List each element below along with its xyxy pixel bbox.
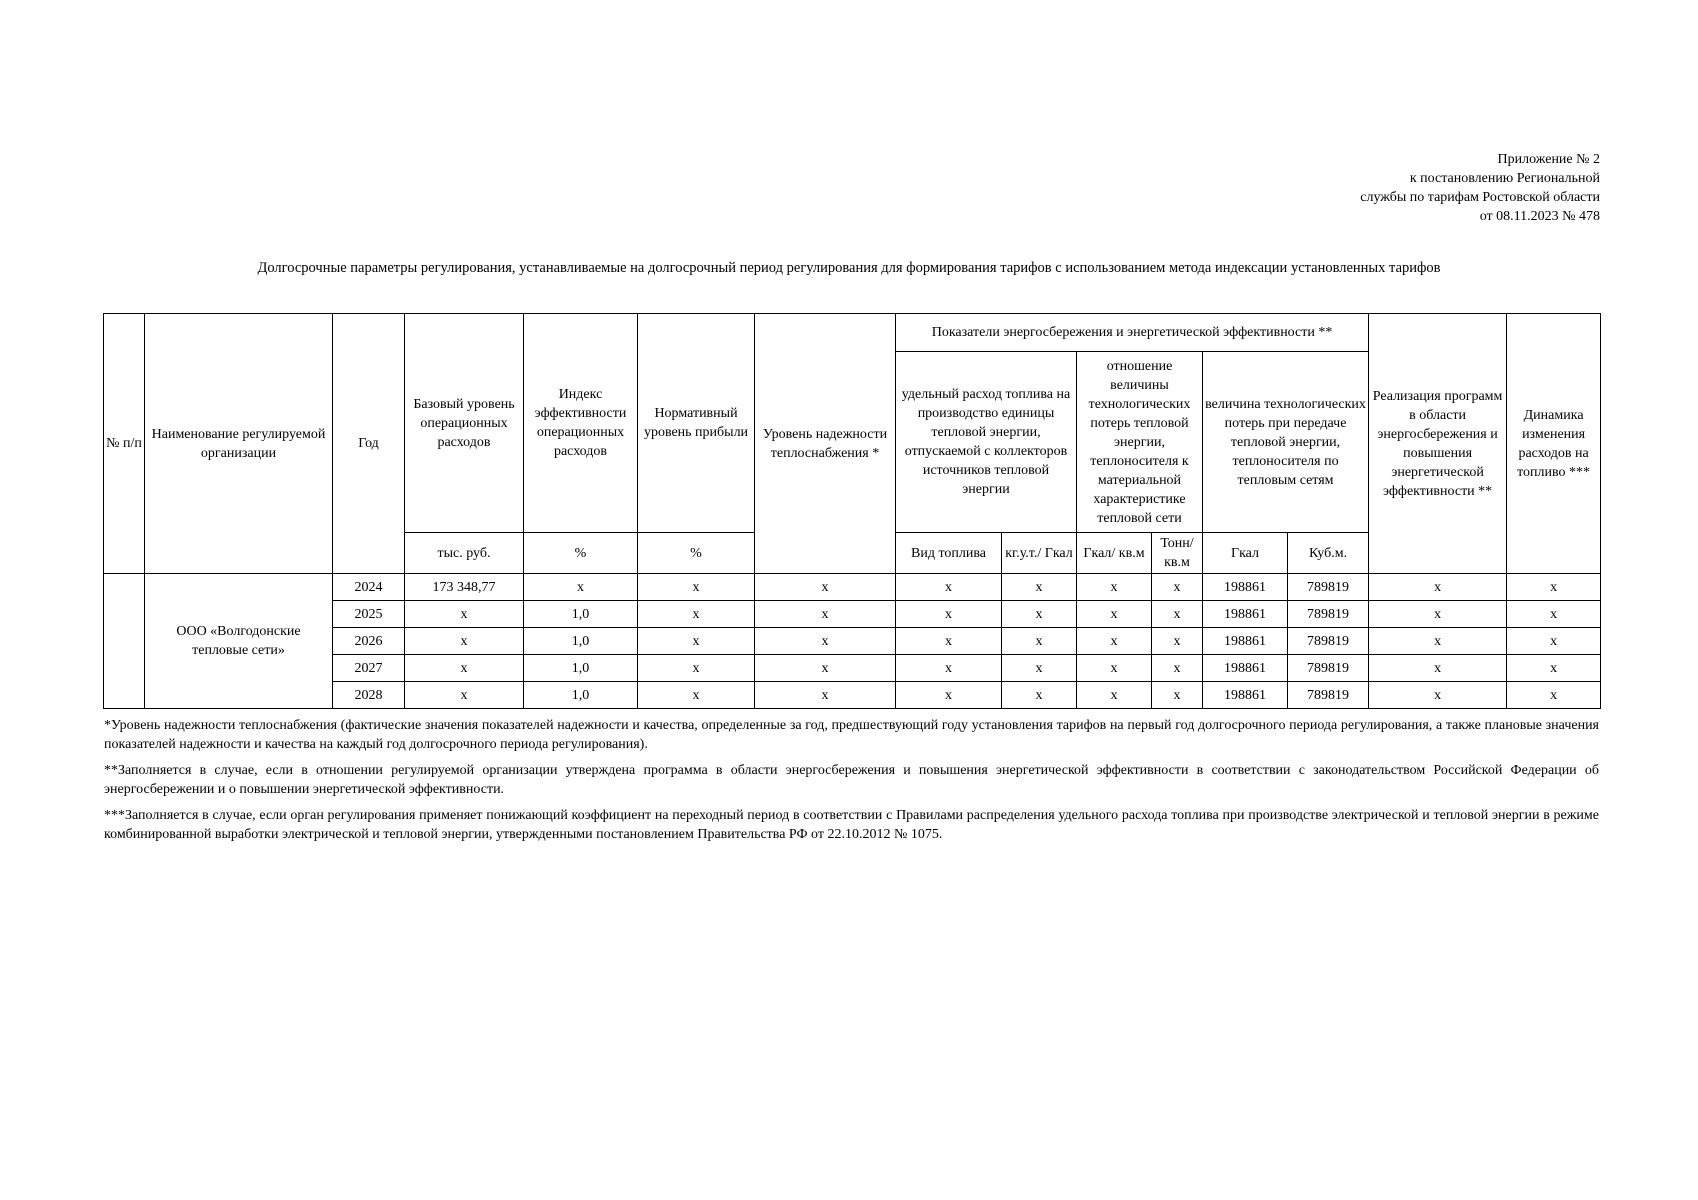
base-cell: x [405, 628, 524, 655]
reliability-cell: x [755, 628, 896, 655]
dynamics-cell: x [1507, 574, 1601, 601]
profit-cell: x [638, 601, 755, 628]
year-cell: 2027 [333, 655, 405, 682]
programs-cell: x [1369, 655, 1507, 682]
programs-cell: x [1369, 574, 1507, 601]
ratio-gcal-cell: x [1077, 682, 1152, 709]
reliability-cell: x [755, 574, 896, 601]
unit-loss-gcal: Гкал [1203, 533, 1288, 574]
index-cell: x [524, 574, 638, 601]
ratio-gcal-cell: x [1077, 655, 1152, 682]
year-cell: 2026 [333, 628, 405, 655]
ratio-ton-cell: x [1152, 682, 1203, 709]
header-ratio: отношение величины технологических потерь тепловой энергии, теплоносителя к материальной характеристике тепловой сети [1077, 352, 1203, 533]
loss-gcal-cell: 198861 [1203, 574, 1288, 601]
unit-fuel: кг.у.т./ Гкал [1002, 533, 1077, 574]
year-cell: 2024 [333, 574, 405, 601]
fuel-type-cell: x [896, 628, 1002, 655]
unit-fuel-type: Вид топлива [896, 533, 1002, 574]
loss-gcal-cell: 198861 [1203, 601, 1288, 628]
loss-m3-cell: 789819 [1288, 601, 1369, 628]
loss-gcal-cell: 198861 [1203, 655, 1288, 682]
footnote-energy-program: **Заполняется в случае, если в отношении регулируемой организации утверждена программа в области энергосбережения и повышения энергетической эффективности в соответствии с законодательством Российской Федерации об энергосбережении и о повышении энергетической эффективности. [104, 763, 1599, 797]
dynamics-cell: x [1507, 682, 1601, 709]
profit-cell: x [638, 574, 755, 601]
ratio-ton-cell: x [1152, 601, 1203, 628]
header-programs: Реализация программ в области энергосбережения и повышения энергетической эффективности ** [1369, 314, 1507, 574]
loss-gcal-cell: 198861 [1203, 682, 1288, 709]
document-title: Долгосрочные параметры регулирования, устанавливаемые на долгосрочный период регулирования для формирования тарифов с использованием метода индексации установленных тарифов [257, 260, 1441, 276]
index-cell: 1,0 [524, 655, 638, 682]
loss-m3-cell: 789819 [1288, 682, 1369, 709]
unit-ratio-gcal: Гкал/ кв.м [1077, 533, 1152, 574]
unit-loss-m3: Куб.м. [1288, 533, 1369, 574]
fuel-unit-cell: x [1002, 601, 1077, 628]
org-name-cell: ООО «Волгодонские тепловые сети» [145, 574, 333, 709]
footnote-reliability: *Уровень надежности теплоснабжения (фактические значения показателей надежности и качества, определенные за год, предшествующий году установления тарифов на первый год долгосрочного периода регулирования, а также плановые значения показателей надежности и качества на каждый год долгосрочного периода регулирования). [104, 718, 1599, 752]
appendix-header [1360, 150, 1600, 226]
header-energy-group: Показатели энергосбережения и энергетической эффективности ** [896, 314, 1369, 352]
header-reliability: Уровень надежности теплоснабжения * [755, 314, 896, 574]
footnote-fuel-dynamics: ***Заполняется в случае, если орган регулирования применяет понижающий коэффициент на переходный период в соответствии с Правилами распределения удельного расхода топлива при производстве электрической и тепловой энергии в режиме комбинированной выработки электрической и тепловой энергии, утвержденными постановлением Правительства РФ от 22.10.2012 № 1075. [104, 808, 1599, 842]
fuel-type-cell: x [896, 682, 1002, 709]
reliability-cell: x [755, 655, 896, 682]
year-cell: 2028 [333, 682, 405, 709]
fuel-unit-cell: x [1002, 628, 1077, 655]
loss-m3-cell: 789819 [1288, 628, 1369, 655]
dynamics-cell: x [1507, 601, 1601, 628]
fuel-type-cell: x [896, 601, 1002, 628]
fuel-unit-cell: x [1002, 682, 1077, 709]
fuel-unit-cell: x [1002, 574, 1077, 601]
profit-cell: x [638, 628, 755, 655]
header-base: Базовый уровень операционных расходов [405, 314, 524, 533]
index-cell: 1,0 [524, 682, 638, 709]
programs-cell: x [1369, 601, 1507, 628]
loss-m3-cell: 789819 [1288, 574, 1369, 601]
header-year: Год [333, 314, 405, 574]
index-cell: 1,0 [524, 601, 638, 628]
profit-cell: x [638, 655, 755, 682]
loss-m3-cell: 789819 [1288, 655, 1369, 682]
ratio-ton-cell: x [1152, 628, 1203, 655]
header-dynamics: Динамика изменения расходов на топливо *** [1507, 314, 1601, 574]
year-cell: 2025 [333, 601, 405, 628]
header-index: Индекс эффективности операционных расходов [524, 314, 638, 533]
loss-gcal-cell: 198861 [1203, 628, 1288, 655]
dynamics-cell: x [1507, 655, 1601, 682]
base-cell: x [405, 682, 524, 709]
index-cell: 1,0 [524, 628, 638, 655]
programs-cell: x [1369, 682, 1507, 709]
table-row [104, 574, 1601, 601]
dynamics-cell: x [1507, 628, 1601, 655]
unit-ratio-ton: Тонн/ кв.м [1152, 533, 1203, 574]
unit-base: тыс. руб. [405, 533, 524, 574]
fuel-type-cell: x [896, 655, 1002, 682]
unit-profit: % [638, 533, 755, 574]
unit-index: % [524, 533, 638, 574]
header-org: Наименование регулируемой организации [145, 314, 333, 574]
profit-cell: x [638, 682, 755, 709]
ratio-ton-cell: x [1152, 574, 1203, 601]
footnotes [104, 716, 1599, 851]
fuel-type-cell: x [896, 574, 1002, 601]
appendix-line-3: службы по тарифам Ростовской области [1360, 190, 1600, 205]
reliability-cell: x [755, 682, 896, 709]
appendix-line-2: к постановлению Региональной [1409, 171, 1600, 186]
parameters-table [103, 313, 1601, 709]
header-num: № п/п [104, 314, 145, 574]
base-cell: x [405, 601, 524, 628]
ratio-gcal-cell: x [1077, 628, 1152, 655]
fuel-unit-cell: x [1002, 655, 1077, 682]
reliability-cell: x [755, 601, 896, 628]
base-cell: 173 348,77 [405, 574, 524, 601]
row-num-cell [104, 574, 145, 709]
header-fuel: удельный расход топлива на производство единицы тепловой энергии, отпускаемой с коллекторов источников тепловой энергии [896, 352, 1077, 533]
base-cell: x [405, 655, 524, 682]
appendix-line-1: Приложение № 2 [1497, 152, 1600, 167]
ratio-gcal-cell: x [1077, 574, 1152, 601]
programs-cell: x [1369, 628, 1507, 655]
appendix-line-4: от 08.11.2023 № 478 [1479, 209, 1600, 224]
header-losses: величина технологических потерь при передаче тепловой энергии, теплоносителя по тепловым сетям [1203, 352, 1369, 533]
header-profit: Нормативный уровень прибыли [638, 314, 755, 533]
ratio-gcal-cell: x [1077, 601, 1152, 628]
ratio-ton-cell: x [1152, 655, 1203, 682]
